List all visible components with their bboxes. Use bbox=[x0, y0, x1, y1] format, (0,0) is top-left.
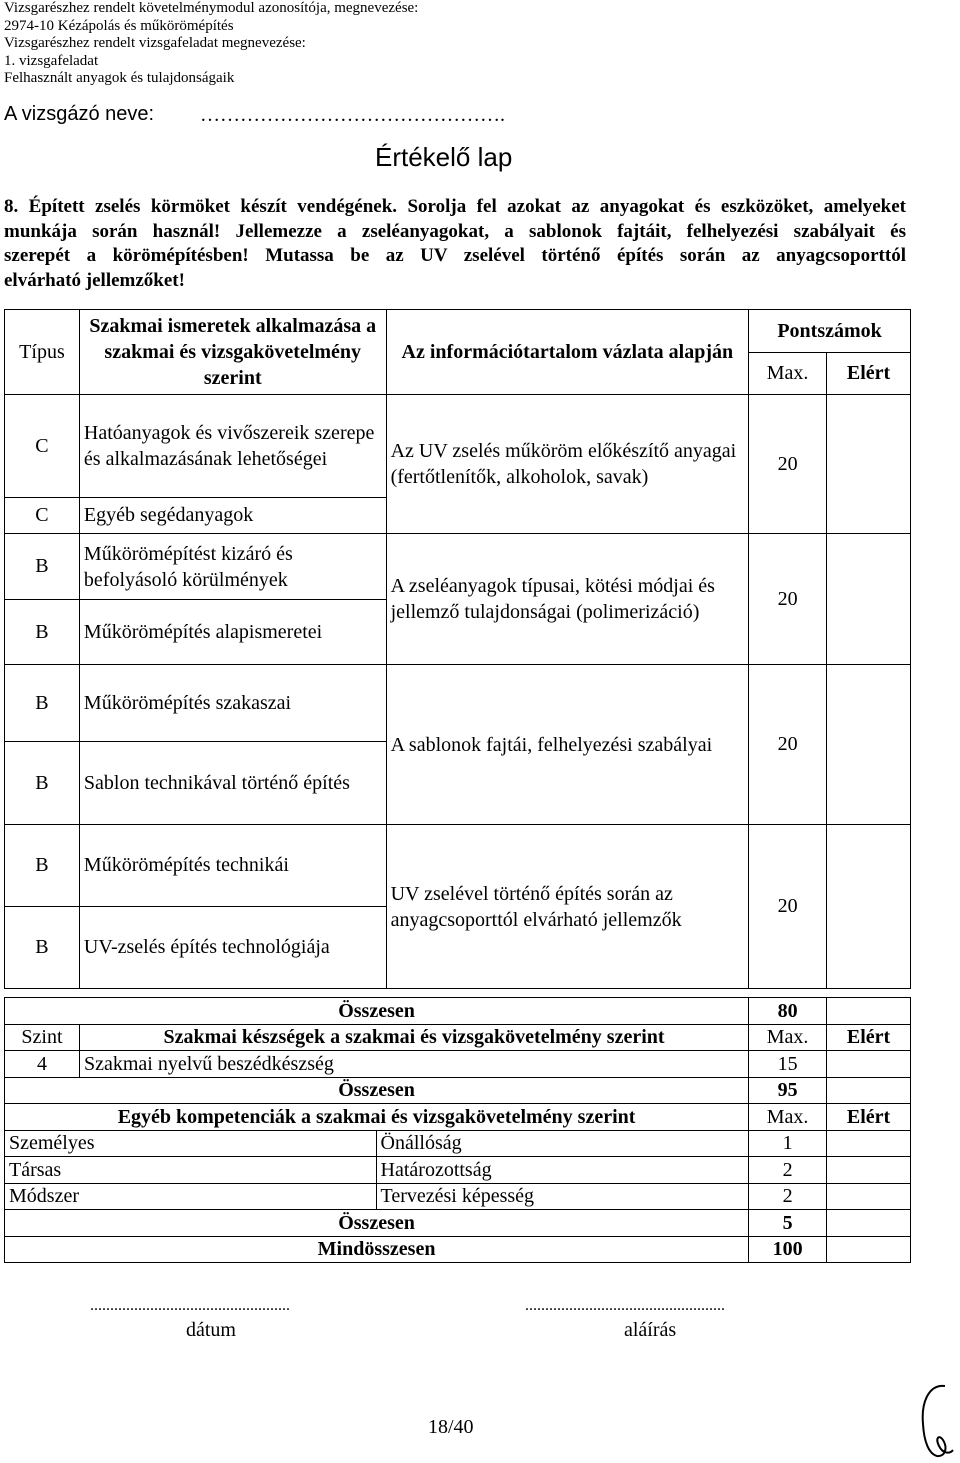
competency-max: 2 bbox=[749, 1183, 827, 1210]
skills-level-header: Szint bbox=[5, 1024, 80, 1051]
task-line: munkája során használ! Jellemezze a zseléanyagokat, a sablonok fajtáit, felhelyezési szabályait és bbox=[4, 220, 906, 242]
evaluation-table bbox=[4, 309, 911, 989]
skill-max: 15 bbox=[749, 1051, 827, 1078]
task-description bbox=[4, 195, 906, 293]
row-outline: A sablonok fajtái, felhelyezési szabályai bbox=[386, 665, 749, 825]
task-line: 8. Épített zselés körmöket készít vendégének. Sorolja fel azokat az anyagokat és eszközöket, amelyeket bbox=[4, 196, 906, 217]
handwritten-initial bbox=[915, 1380, 955, 1460]
row-outline: A zseléanyagok típusai, kötési módjai és jellemző tulajdonságai (polimerizáció) bbox=[386, 534, 749, 665]
competency-achieved[interactable] bbox=[827, 1130, 911, 1157]
competency-category: Társas bbox=[5, 1157, 377, 1184]
total-achieved[interactable] bbox=[827, 998, 911, 1025]
header-outline: Az információtartalom vázlata alapján bbox=[386, 310, 749, 395]
total-achieved[interactable] bbox=[827, 1210, 911, 1237]
competency-max: 2 bbox=[749, 1157, 827, 1184]
skills-header: Szakmai készségek a szakmai és vizsgakövetelmény szerint bbox=[79, 1024, 748, 1051]
row-type: B bbox=[5, 907, 80, 989]
skill-level: 4 bbox=[5, 1051, 80, 1078]
competency-achieved[interactable] bbox=[827, 1157, 911, 1184]
row-achieved[interactable] bbox=[827, 825, 911, 989]
row-type: C bbox=[5, 498, 80, 534]
competency-category: Személyes bbox=[5, 1130, 377, 1157]
summary-table bbox=[4, 997, 911, 1263]
row-achieved[interactable] bbox=[827, 395, 911, 534]
skill-achieved[interactable] bbox=[827, 1051, 911, 1078]
row-achieved[interactable] bbox=[827, 534, 911, 665]
row-knowledge: Egyéb segédanyagok bbox=[79, 498, 386, 534]
task-line: szerepét a körömépítésben! Mutassa be az UV zselével történő építés során az anyagcsoporttól bbox=[4, 245, 906, 266]
total-label: Összesen bbox=[5, 1077, 749, 1104]
row-knowledge: Műkörömépítést kizáró és befolyásoló körülmények bbox=[79, 534, 386, 600]
skills-achieved-header: Elért bbox=[827, 1024, 911, 1051]
document-header bbox=[4, 0, 418, 88]
row-type: B bbox=[5, 600, 80, 665]
header-type: Típus bbox=[5, 310, 80, 395]
row-type: B bbox=[5, 534, 80, 600]
row-max: 20 bbox=[749, 665, 827, 825]
competency-max: 1 bbox=[749, 1130, 827, 1157]
header-points: Pontszámok bbox=[749, 310, 911, 353]
grand-total-label: Mindösszesen bbox=[5, 1236, 749, 1263]
competency-achieved[interactable] bbox=[827, 1183, 911, 1210]
signature-label: aláírás bbox=[624, 1319, 677, 1341]
skills-max-header: Max. bbox=[749, 1024, 827, 1051]
candidate-name-label: A vizsgázó neve: bbox=[4, 103, 155, 125]
total-value: 5 bbox=[749, 1210, 827, 1237]
competency-name: Tervezési képesség bbox=[376, 1183, 749, 1210]
header-line: Vizsgarészhez rendelt követelménymodul azonosítója, megnevezése: bbox=[4, 0, 419, 16]
total-label: Összesen bbox=[5, 1210, 749, 1237]
row-outline: UV zselével történő építés során az anyagcsoporttól elvárható jellemzők bbox=[386, 825, 749, 989]
row-knowledge: Műkörömépítés technikái bbox=[79, 825, 386, 907]
competency-name: Határozottság bbox=[376, 1157, 749, 1184]
total-label: Összesen bbox=[5, 998, 749, 1025]
candidate-name-field: ………………………………………. bbox=[200, 104, 505, 126]
row-type: B bbox=[5, 742, 80, 825]
row-max: 20 bbox=[749, 825, 827, 989]
header-knowledge: Szakmai ismeretek alkalmazása a szakmai és vizsgakövetelmény szerint bbox=[79, 310, 386, 395]
row-knowledge: Hatóanyagok és vivőszereik szerepe és alkalmazásának lehetőségei bbox=[79, 395, 386, 498]
page-number: 18/40 bbox=[428, 1416, 474, 1438]
competency-category: Módszer bbox=[5, 1183, 377, 1210]
skill-name: Szakmai nyelvű beszédkészség bbox=[79, 1051, 748, 1078]
row-knowledge: Műkörömépítés alapismeretei bbox=[79, 600, 386, 665]
header-line: 2974-10 Kézápolás és műkörömépítés bbox=[4, 17, 234, 34]
competencies-achieved-header: Elért bbox=[827, 1104, 911, 1131]
total-achieved[interactable] bbox=[827, 1077, 911, 1104]
grand-total-achieved[interactable] bbox=[827, 1236, 911, 1263]
row-type: B bbox=[5, 825, 80, 907]
task-line: elvárható jellemzőket! bbox=[4, 269, 185, 291]
row-knowledge: Sablon technikával történő építés bbox=[79, 742, 386, 825]
row-max: 20 bbox=[749, 395, 827, 534]
header-max: Max. bbox=[749, 353, 827, 395]
row-knowledge: UV-zselés építés technológiája bbox=[79, 907, 386, 989]
row-type: C bbox=[5, 395, 80, 498]
grand-total-value: 100 bbox=[749, 1236, 827, 1263]
date-label: dátum bbox=[186, 1319, 236, 1341]
header-line: 1. vizsgafeladat bbox=[4, 52, 99, 69]
header-achieved: Elért bbox=[827, 353, 911, 395]
competencies-max-header: Max. bbox=[749, 1104, 827, 1131]
header-line: Felhasznált anyagok és tulajdonságaik bbox=[4, 70, 235, 86]
competencies-header: Egyéb kompetenciák a szakmai és vizsgakövetelmény szerint bbox=[5, 1104, 749, 1131]
total-value: 95 bbox=[749, 1077, 827, 1104]
page-title: Értékelő lap bbox=[375, 142, 513, 172]
row-type: B bbox=[5, 665, 80, 742]
signature-line: .................................................. bbox=[525, 1297, 725, 1314]
total-value: 80 bbox=[749, 998, 827, 1025]
header-line: Vizsgarészhez rendelt vizsgafeladat megnevezése: bbox=[4, 35, 306, 51]
row-knowledge: Műkörömépítés szakaszai bbox=[79, 665, 386, 742]
row-max: 20 bbox=[749, 534, 827, 665]
date-line: .................................................. bbox=[90, 1297, 290, 1314]
row-outline: Az UV zselés műköröm előkészítő anyagai (fertőtlenítők, alkoholok, savak) bbox=[386, 395, 749, 534]
competency-name: Önállóság bbox=[376, 1130, 749, 1157]
row-achieved[interactable] bbox=[827, 665, 911, 825]
